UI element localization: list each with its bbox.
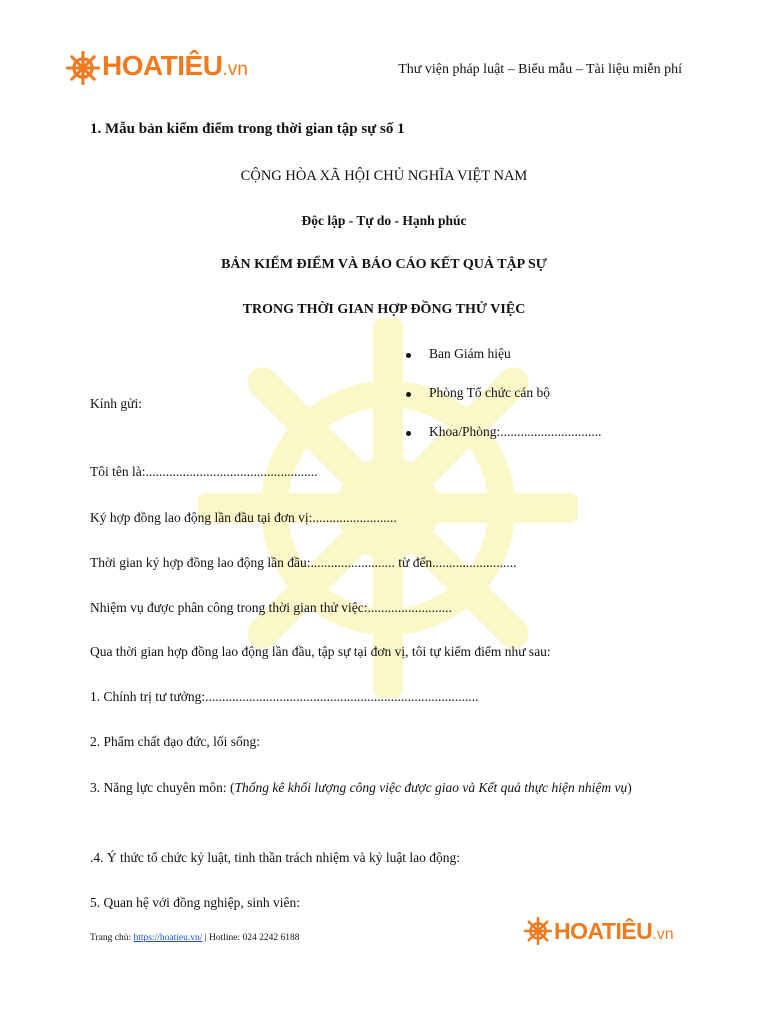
item-2: 2. Phẩm chất đạo đức, lối sống: <box>90 734 261 749</box>
document-title-line1: BẢN KIỂM ĐIỂM VÀ BÁO CÁO KẾT QUẢ TẬP SỰ <box>221 257 547 272</box>
recipient-item: Ban Giám hiệu <box>400 346 602 385</box>
item-4: .4. Ý thức tổ chức kỷ luật, tinh thần trách nhiệm và kỷ luật lao động: <box>90 850 461 865</box>
item-3-suffix: ) <box>627 780 632 795</box>
item-3-prefix: 3. Năng lực chuyên môn: ( <box>90 780 235 795</box>
footer-brand-name: HOATIÊU.vn <box>554 917 674 944</box>
contract-time-line: Thời gian ký hợp đồng lao động lần đầu:......................... từ đến......................... <box>90 555 517 570</box>
ship-wheel-icon <box>524 917 552 945</box>
item-5: 5. Quan hệ với đồng nghiệp, sinh viên: <box>90 895 300 910</box>
item-1: 1. Chính trị tư tưởng:................................................................................. <box>90 689 479 704</box>
site-tagline: Thư viện pháp luật – Biểu mẫu – Tài liệu miễn phí <box>398 62 682 77</box>
contract-unit-line: Ký hợp đồng lao động lần đầu tại đơn vị:......................... <box>90 510 397 525</box>
recipient-item: Phòng Tổ chức cán bộ <box>400 385 602 424</box>
footer-logo[interactable] <box>524 914 674 948</box>
hoatieu-logo[interactable] <box>66 48 248 88</box>
ship-wheel-icon <box>66 51 100 85</box>
item-3-italic: Thống kê khối lượng công việc được giao và Kết quả thực hiện nhiệm vụ <box>234 780 628 795</box>
intro-line: Qua thời gian hợp đồng lao động lần đầu, tập sự tại đơn vị, tôi tự kiểm điểm như sau: <box>90 644 551 659</box>
document-title-line2: TRONG THỜI GIAN HỢP ĐỒNG THỬ VIỆC <box>242 302 526 317</box>
footer-home-label: Trang chủ: <box>90 933 134 943</box>
recipient-list <box>400 346 602 463</box>
addressee-label: Kính gửi: <box>90 396 142 411</box>
recipient-item: Khoa/Phòng:.............................. <box>400 424 602 463</box>
national-title: CỘNG HÒA XÃ HỘI CHỦ NGHĨA VIỆT NAM <box>240 168 528 184</box>
footer-contact <box>90 933 300 943</box>
item-3 <box>90 777 690 799</box>
section-heading: 1. Mẫu bản kiểm điểm trong thời gian tập sự số 1 <box>90 121 405 137</box>
footer-home-link[interactable]: https://hoatieu.vn/ <box>133 933 203 943</box>
name-line: Tôi tên là:................................................... <box>90 464 318 479</box>
national-motto: Độc lập - Tự do - Hạnh phúc <box>301 213 467 228</box>
brand-name: HOATIÊU.vn <box>102 50 248 81</box>
duty-line: Nhiệm vụ được phân công trong thời gian thử việc:......................... <box>90 600 452 615</box>
footer-hotline: | Hotline: 024 2242 6188 <box>202 933 300 943</box>
